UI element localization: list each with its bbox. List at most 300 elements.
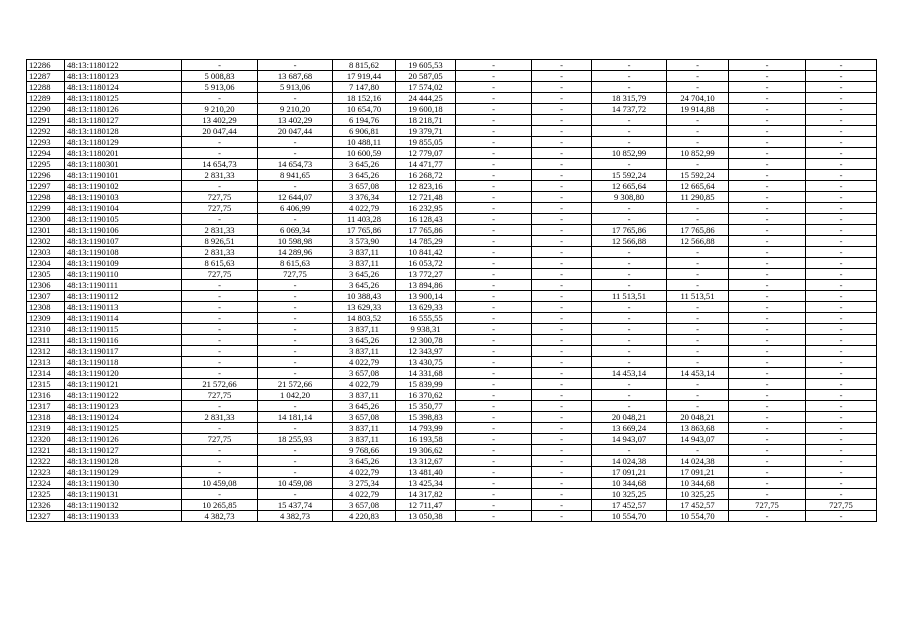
value-cell: - <box>258 456 333 467</box>
value-cell: 17 765,86 <box>333 225 396 236</box>
value-cell: 9 210,20 <box>182 104 258 115</box>
row-number-cell: 12295 <box>27 159 65 170</box>
value-cell: - <box>729 170 806 181</box>
value-cell: 4 022,79 <box>333 379 396 390</box>
value-cell: 16 128,43 <box>396 214 456 225</box>
value-cell: - <box>592 60 667 71</box>
value-cell: 11 403,28 <box>333 214 396 225</box>
value-cell: 13 900,14 <box>396 291 456 302</box>
cadastral-number-cell: 48:13:1190131 <box>65 489 182 500</box>
table-row <box>27 302 877 313</box>
cadastral-number-cell: 48:13:1180301 <box>65 159 182 170</box>
value-cell: 16 232,95 <box>396 203 456 214</box>
table-row <box>27 489 877 500</box>
value-cell: - <box>532 467 592 478</box>
cadastral-number-cell: 48:13:1190101 <box>65 170 182 181</box>
value-cell: - <box>182 445 258 456</box>
value-cell: - <box>806 423 877 434</box>
value-cell: - <box>806 115 877 126</box>
value-cell: - <box>456 346 532 357</box>
value-cell: - <box>532 423 592 434</box>
value-cell: - <box>592 357 667 368</box>
cadastral-number-cell: 48:13:1190124 <box>65 412 182 423</box>
row-number-cell: 12301 <box>27 225 65 236</box>
value-cell: - <box>456 489 532 500</box>
value-cell: - <box>806 269 877 280</box>
value-cell: - <box>182 346 258 357</box>
value-cell: - <box>667 60 729 71</box>
value-cell: - <box>806 137 877 148</box>
value-cell: - <box>592 269 667 280</box>
value-cell: 13 687,68 <box>258 71 333 82</box>
row-number-cell: 12323 <box>27 467 65 478</box>
table-row <box>27 357 877 368</box>
value-cell: - <box>258 148 333 159</box>
value-cell: 4 022,79 <box>333 489 396 500</box>
value-cell: - <box>456 445 532 456</box>
value-cell: 15 592,24 <box>667 170 729 181</box>
value-cell: 12 343,97 <box>396 346 456 357</box>
value-cell: 13 425,34 <box>396 478 456 489</box>
cadastral-number-cell: 48:13:1190109 <box>65 258 182 269</box>
value-cell: - <box>729 115 806 126</box>
value-cell: - <box>532 478 592 489</box>
value-cell: 7 147,80 <box>333 82 396 93</box>
value-cell: 8 815,62 <box>333 60 396 71</box>
cadastral-number-cell: 48:13:1180127 <box>65 115 182 126</box>
value-cell: - <box>258 324 333 335</box>
value-cell: 20 047,44 <box>258 126 333 137</box>
value-cell: - <box>729 203 806 214</box>
value-cell: - <box>729 456 806 467</box>
value-cell: 14 289,96 <box>258 247 333 258</box>
table-row <box>27 104 877 115</box>
value-cell: - <box>806 225 877 236</box>
table-row <box>27 434 877 445</box>
value-cell: 17 452,57 <box>592 500 667 511</box>
cadastral-number-cell: 48:13:1190123 <box>65 401 182 412</box>
value-cell: 14 793,99 <box>396 423 456 434</box>
value-cell: 15 437,74 <box>258 500 333 511</box>
value-cell: - <box>258 401 333 412</box>
value-cell: - <box>729 181 806 192</box>
row-number-cell: 12286 <box>27 60 65 71</box>
cadastral-number-cell: 48:13:1190130 <box>65 478 182 489</box>
value-cell: - <box>806 126 877 137</box>
row-number-cell: 12321 <box>27 445 65 456</box>
value-cell: - <box>667 126 729 137</box>
cadastral-number-cell: 48:13:1190104 <box>65 203 182 214</box>
cadastral-number-cell: 48:13:1190118 <box>65 357 182 368</box>
value-cell: - <box>729 346 806 357</box>
value-cell: 10 488,11 <box>333 137 396 148</box>
value-cell: - <box>532 60 592 71</box>
value-cell: 10 459,08 <box>258 478 333 489</box>
row-number-cell: 12297 <box>27 181 65 192</box>
value-cell: - <box>258 467 333 478</box>
value-cell: - <box>729 137 806 148</box>
row-number-cell: 12290 <box>27 104 65 115</box>
value-cell: 12 779,07 <box>396 148 456 159</box>
value-cell: - <box>592 445 667 456</box>
cadastral-number-cell: 48:13:1190103 <box>65 192 182 203</box>
value-cell: - <box>667 346 729 357</box>
value-cell: 13 772,27 <box>396 269 456 280</box>
table-row <box>27 511 877 522</box>
table-body <box>27 60 877 522</box>
value-cell: 10 344,68 <box>592 478 667 489</box>
value-cell: - <box>667 214 729 225</box>
value-cell: - <box>532 324 592 335</box>
value-cell: 18 255,93 <box>258 434 333 445</box>
value-cell: - <box>806 412 877 423</box>
value-cell: - <box>667 401 729 412</box>
value-cell: - <box>806 467 877 478</box>
value-cell: 12 711,47 <box>396 500 456 511</box>
value-cell: - <box>532 401 592 412</box>
value-cell: - <box>182 148 258 159</box>
value-cell: 2 831,33 <box>182 170 258 181</box>
value-cell: 13 863,68 <box>667 423 729 434</box>
value-cell: - <box>592 313 667 324</box>
value-cell: 3 837,11 <box>333 434 396 445</box>
value-cell: - <box>729 478 806 489</box>
value-cell: 14 654,73 <box>182 159 258 170</box>
value-cell: - <box>806 258 877 269</box>
value-cell: - <box>258 445 333 456</box>
cadastral-number-cell: 48:13:1190116 <box>65 335 182 346</box>
value-cell: 3 376,34 <box>333 192 396 203</box>
cadastral-number-cell: 48:13:1190122 <box>65 390 182 401</box>
row-number-cell: 12316 <box>27 390 65 401</box>
table-row <box>27 478 877 489</box>
value-cell: 3 837,11 <box>333 390 396 401</box>
table-row <box>27 258 877 269</box>
value-cell: - <box>182 291 258 302</box>
value-cell: 12 566,88 <box>592 236 667 247</box>
value-cell: 727,75 <box>729 500 806 511</box>
value-cell: 20 048,21 <box>592 412 667 423</box>
cadastral-number-cell: 48:13:1180123 <box>65 71 182 82</box>
row-number-cell: 12317 <box>27 401 65 412</box>
value-cell: - <box>532 269 592 280</box>
cadastral-number-cell: 48:13:1190114 <box>65 313 182 324</box>
value-cell: 5 008,83 <box>182 71 258 82</box>
value-cell: - <box>806 214 877 225</box>
table-row <box>27 346 877 357</box>
value-cell: - <box>532 313 592 324</box>
table-row <box>27 324 877 335</box>
value-cell: - <box>729 192 806 203</box>
value-cell: - <box>456 434 532 445</box>
value-cell: - <box>729 302 806 313</box>
value-cell: - <box>806 390 877 401</box>
value-cell: - <box>592 71 667 82</box>
value-cell: - <box>532 456 592 467</box>
row-number-cell: 12298 <box>27 192 65 203</box>
value-cell: - <box>182 324 258 335</box>
value-cell: - <box>667 302 729 313</box>
value-cell: - <box>729 236 806 247</box>
value-cell: - <box>729 269 806 280</box>
value-cell: - <box>532 368 592 379</box>
value-cell: - <box>182 368 258 379</box>
data-table <box>26 59 877 522</box>
value-cell: - <box>182 456 258 467</box>
value-cell: 4 022,79 <box>333 467 396 478</box>
row-number-cell: 12312 <box>27 346 65 357</box>
value-cell: - <box>667 82 729 93</box>
value-cell: - <box>456 192 532 203</box>
value-cell: - <box>806 489 877 500</box>
cadastral-number-cell: 48:13:1190121 <box>65 379 182 390</box>
value-cell: 727,75 <box>182 203 258 214</box>
value-cell: - <box>806 291 877 302</box>
value-cell: - <box>592 280 667 291</box>
value-cell: - <box>532 236 592 247</box>
value-cell: - <box>592 115 667 126</box>
value-cell: 14 654,73 <box>258 159 333 170</box>
cadastral-number-cell: 48:13:1180125 <box>65 93 182 104</box>
table-row <box>27 368 877 379</box>
value-cell: 727,75 <box>182 390 258 401</box>
value-cell: - <box>806 82 877 93</box>
value-cell: - <box>532 280 592 291</box>
value-cell: - <box>592 390 667 401</box>
value-cell: - <box>729 390 806 401</box>
value-cell: - <box>806 148 877 159</box>
value-cell: - <box>456 104 532 115</box>
table-row <box>27 214 877 225</box>
value-cell: 6 194,76 <box>333 115 396 126</box>
value-cell: - <box>667 269 729 280</box>
value-cell: - <box>729 247 806 258</box>
value-cell: - <box>182 401 258 412</box>
value-cell: 16 555,55 <box>396 313 456 324</box>
value-cell: - <box>532 302 592 313</box>
value-cell: - <box>532 412 592 423</box>
value-cell: 3 573,90 <box>333 236 396 247</box>
value-cell: - <box>532 335 592 346</box>
value-cell: 19 306,62 <box>396 445 456 456</box>
value-cell: 21 572,66 <box>258 379 333 390</box>
value-cell: - <box>592 379 667 390</box>
table-row <box>27 335 877 346</box>
table-row <box>27 71 877 82</box>
row-number-cell: 12324 <box>27 478 65 489</box>
value-cell: 10 344,68 <box>667 478 729 489</box>
cadastral-number-cell: 48:13:1190105 <box>65 214 182 225</box>
value-cell: - <box>806 302 877 313</box>
value-cell: - <box>729 148 806 159</box>
value-cell: 13 050,38 <box>396 511 456 522</box>
value-cell: 15 592,24 <box>592 170 667 181</box>
value-cell: - <box>532 500 592 511</box>
value-cell: - <box>456 500 532 511</box>
value-cell: - <box>592 346 667 357</box>
value-cell: - <box>592 247 667 258</box>
value-cell: - <box>592 137 667 148</box>
value-cell: - <box>592 126 667 137</box>
value-cell: 13 481,40 <box>396 467 456 478</box>
table-row <box>27 412 877 423</box>
value-cell: - <box>806 71 877 82</box>
value-cell: - <box>456 313 532 324</box>
row-number-cell: 12314 <box>27 368 65 379</box>
value-cell: - <box>592 324 667 335</box>
row-number-cell: 12319 <box>27 423 65 434</box>
value-cell: - <box>667 379 729 390</box>
value-cell: - <box>258 137 333 148</box>
value-cell: 17 765,86 <box>667 225 729 236</box>
row-number-cell: 12322 <box>27 456 65 467</box>
value-cell: 3 837,11 <box>333 258 396 269</box>
row-number-cell: 12292 <box>27 126 65 137</box>
value-cell: - <box>667 137 729 148</box>
value-cell: - <box>729 412 806 423</box>
value-cell: - <box>258 357 333 368</box>
value-cell: 14 471,77 <box>396 159 456 170</box>
row-number-cell: 12289 <box>27 93 65 104</box>
value-cell: 5 913,06 <box>182 82 258 93</box>
row-number-cell: 12300 <box>27 214 65 225</box>
value-cell: - <box>532 93 592 104</box>
value-cell: - <box>456 60 532 71</box>
value-cell: 14 181,14 <box>258 412 333 423</box>
value-cell: 6 906,81 <box>333 126 396 137</box>
value-cell: - <box>182 335 258 346</box>
value-cell: 19 914,88 <box>667 104 729 115</box>
value-cell: - <box>258 181 333 192</box>
value-cell: - <box>258 335 333 346</box>
table-row <box>27 401 877 412</box>
value-cell: 727,75 <box>182 434 258 445</box>
table-row <box>27 126 877 137</box>
value-cell: 8 615,63 <box>182 258 258 269</box>
value-cell: - <box>456 368 532 379</box>
value-cell: - <box>258 60 333 71</box>
value-cell: 9 308,80 <box>592 192 667 203</box>
value-cell: - <box>532 390 592 401</box>
value-cell: 2 831,33 <box>182 412 258 423</box>
value-cell: - <box>456 478 532 489</box>
table-row <box>27 181 877 192</box>
cadastral-number-cell: 48:13:1190111 <box>65 280 182 291</box>
value-cell: - <box>532 225 592 236</box>
value-cell: 12 721,48 <box>396 192 456 203</box>
value-cell: 13 629,33 <box>333 302 396 313</box>
value-cell: - <box>258 302 333 313</box>
value-cell: 14 317,82 <box>396 489 456 500</box>
value-cell: 3 645,26 <box>333 401 396 412</box>
value-cell: 8 926,51 <box>182 236 258 247</box>
value-cell: - <box>532 357 592 368</box>
value-cell: - <box>182 423 258 434</box>
value-cell: - <box>806 170 877 181</box>
row-number-cell: 12304 <box>27 258 65 269</box>
row-number-cell: 12293 <box>27 137 65 148</box>
value-cell: 14 453,14 <box>667 368 729 379</box>
value-cell: 4 382,73 <box>182 511 258 522</box>
value-cell: - <box>806 247 877 258</box>
value-cell: 15 839,99 <box>396 379 456 390</box>
value-cell: - <box>729 445 806 456</box>
value-cell: 3 657,08 <box>333 181 396 192</box>
value-cell: - <box>592 214 667 225</box>
value-cell: - <box>456 456 532 467</box>
value-cell: - <box>456 93 532 104</box>
cadastral-number-cell: 48:13:1190113 <box>65 302 182 313</box>
value-cell: - <box>456 280 532 291</box>
value-cell: 17 091,21 <box>667 467 729 478</box>
cadastral-number-cell: 48:13:1190115 <box>65 324 182 335</box>
row-number-cell: 12287 <box>27 71 65 82</box>
value-cell: - <box>456 137 532 148</box>
value-cell: - <box>182 302 258 313</box>
value-cell: - <box>456 148 532 159</box>
value-cell: - <box>806 93 877 104</box>
value-cell: - <box>456 159 532 170</box>
value-cell: - <box>729 82 806 93</box>
value-cell: - <box>258 489 333 500</box>
row-number-cell: 12311 <box>27 335 65 346</box>
value-cell: 4 220,83 <box>333 511 396 522</box>
table-row <box>27 423 877 434</box>
value-cell: 13 430,75 <box>396 357 456 368</box>
table-row <box>27 82 877 93</box>
value-cell: 10 554,70 <box>592 511 667 522</box>
value-cell: - <box>729 357 806 368</box>
value-cell: - <box>806 181 877 192</box>
table-row <box>27 159 877 170</box>
value-cell: 19 379,71 <box>396 126 456 137</box>
value-cell: - <box>729 93 806 104</box>
value-cell: 9 210,20 <box>258 104 333 115</box>
value-cell: 8 941,65 <box>258 170 333 181</box>
value-cell: 4 382,73 <box>258 511 333 522</box>
value-cell: - <box>532 115 592 126</box>
value-cell: - <box>456 236 532 247</box>
value-cell: - <box>667 71 729 82</box>
row-number-cell: 12313 <box>27 357 65 368</box>
value-cell: 10 388,43 <box>333 291 396 302</box>
value-cell: - <box>456 181 532 192</box>
row-number-cell: 12299 <box>27 203 65 214</box>
row-number-cell: 12294 <box>27 148 65 159</box>
value-cell: - <box>532 82 592 93</box>
value-cell: - <box>258 313 333 324</box>
value-cell: 3 645,26 <box>333 335 396 346</box>
row-number-cell: 12288 <box>27 82 65 93</box>
value-cell: - <box>456 269 532 280</box>
row-number-cell: 12326 <box>27 500 65 511</box>
table-row <box>27 467 877 478</box>
value-cell: - <box>182 60 258 71</box>
value-cell: - <box>456 401 532 412</box>
value-cell: - <box>667 357 729 368</box>
value-cell: 6 406,99 <box>258 203 333 214</box>
row-number-cell: 12308 <box>27 302 65 313</box>
row-number-cell: 12302 <box>27 236 65 247</box>
value-cell: - <box>182 489 258 500</box>
value-cell: - <box>456 258 532 269</box>
cadastral-number-cell: 48:13:1190102 <box>65 181 182 192</box>
row-number-cell: 12303 <box>27 247 65 258</box>
cadastral-number-cell: 48:13:1190120 <box>65 368 182 379</box>
value-cell: - <box>532 258 592 269</box>
table-row <box>27 170 877 181</box>
value-cell: 18 152,16 <box>333 93 396 104</box>
